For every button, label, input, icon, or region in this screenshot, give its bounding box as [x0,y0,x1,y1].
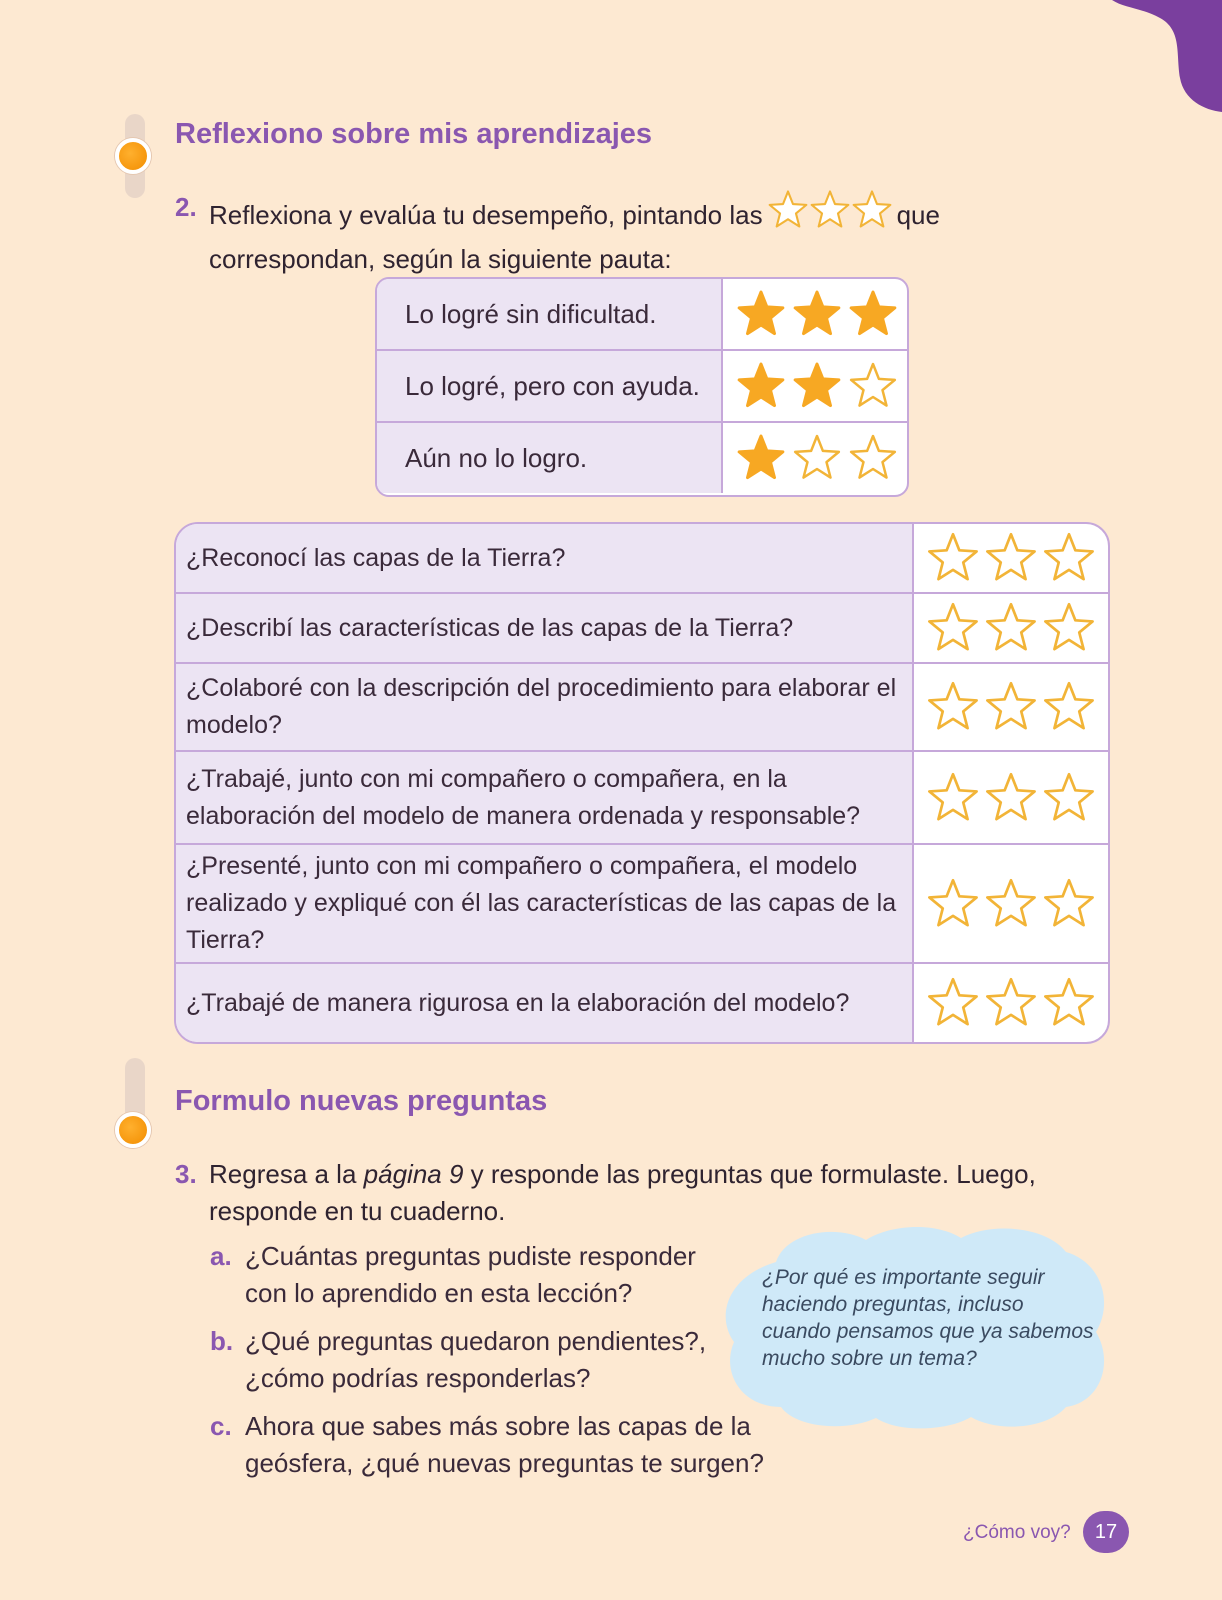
question-number-3: 3. [175,1159,197,1189]
rating-stars[interactable] [914,964,1108,1042]
star-icon [1042,601,1096,655]
bullet-marker-icon [115,1112,151,1148]
footer-label: ¿Cómo voy? [963,1522,1071,1543]
star-icon [984,877,1038,931]
list-item-letter: b. [210,1326,234,1356]
section-title-formulo: Formulo nuevas preguntas [175,1085,548,1117]
rating-legend-table [375,277,909,497]
rating-stars[interactable] [914,845,1108,962]
bullet-marker-icon [115,138,151,174]
star-icon [792,433,842,483]
list-item [210,1323,710,1397]
evaluation-question: ¿Reconocí las capas de la Tierra? [176,524,914,592]
legend-label: Aún no lo logro. [377,423,723,493]
rating-stars[interactable] [914,752,1108,843]
question-3-page-ref: página 9 [363,1159,464,1189]
table-row [176,964,1108,1042]
list-item [210,1408,770,1482]
self-evaluation-table [174,522,1110,1044]
question-number-2: 2. [175,192,197,222]
question-2-text-before: Reflexiona y evalúa tu desempeño, pintando las [209,200,763,230]
list-item-text: ¿Cuántas preguntas pudiste responder con lo aprendido en esta lección? [245,1241,696,1308]
legend-row [377,351,907,423]
star-icon [848,289,898,339]
table-row [176,594,1108,664]
star-icon [792,289,842,339]
table-row [176,845,1108,964]
star-icon [984,531,1038,585]
list-item-letter: a. [210,1241,232,1271]
star-icon [926,771,980,825]
question-3-text-line2: responde en tu cuaderno. [209,1196,506,1226]
star-icon [926,531,980,585]
star-icon [851,189,893,231]
question-2-text-after: que [896,200,940,230]
star-icon [1042,976,1096,1030]
star-icon [1042,771,1096,825]
star-icon [926,976,980,1030]
question-2-text [209,189,1009,278]
star-icon [736,433,786,483]
list-item-text: ¿Qué preguntas quedaron pendientes?, ¿cómo podrías responderlas? [245,1326,707,1393]
list-item [210,1238,710,1312]
star-icon [767,189,809,231]
cloud-text: ¿Por qué es importante seguir haciendo preguntas, incluso cuando pensamos que ya sabemos mucho sobre un tema? [762,1266,1094,1370]
evaluation-question: ¿Describí las características de las capas de la Tierra? [176,594,914,662]
list-item-text: Ahora que sabes más sobre las capas de la geósfera, ¿qué nuevas preguntas te surgen? [245,1411,764,1478]
rating-stars[interactable] [914,664,1108,750]
rating-stars[interactable] [914,524,1108,592]
star-icon [809,189,851,231]
legend-stars [727,279,907,349]
corner-decoration [1112,0,1222,112]
list-item-letter: c. [210,1411,232,1441]
legend-row [377,279,907,351]
question-2-text-line2: correspondan, según la siguiente pauta: [209,244,672,274]
star-icon [926,680,980,734]
star-icon [1042,877,1096,931]
table-row [176,664,1108,752]
star-icon [736,361,786,411]
star-icon [926,601,980,655]
star-icon [736,289,786,339]
legend-label: Lo logré sin dificultad. [377,279,723,349]
evaluation-question: ¿Trabajé, junto con mi compañero o compañera, en la elaboración del modelo de manera ordenada y responsable? [176,752,914,843]
question-3-text-before: Regresa a la [209,1159,364,1189]
star-icon [792,361,842,411]
rating-stars[interactable] [914,594,1108,662]
inline-stars-example [767,189,893,241]
evaluation-question: ¿Trabajé de manera rigurosa en la elaboración del modelo? [176,964,914,1042]
table-row [176,752,1108,845]
section-title-reflexiono: Reflexiono sobre mis aprendizajes [175,118,653,150]
star-icon [1042,531,1096,585]
star-icon [1042,680,1096,734]
star-icon [984,680,1038,734]
star-icon [848,361,898,411]
table-row [176,524,1108,594]
evaluation-question: ¿Presenté, junto con mi compañero o compañera, el modelo realizado y expliqué con él las características de las capas de la Tierra? [176,845,914,962]
star-icon [926,877,980,931]
star-icon [984,976,1038,1030]
legend-stars [727,351,907,421]
page-number: 17 [1083,1511,1129,1553]
legend-label: Lo logré, pero con ayuda. [377,351,723,421]
question-3-text [209,1156,1089,1230]
star-icon [848,433,898,483]
star-icon [984,771,1038,825]
legend-row [377,423,907,493]
question-3-text-after: y responde las preguntas que formulaste. Luego, [463,1159,1036,1189]
legend-stars [727,423,907,493]
star-icon [984,601,1038,655]
evaluation-question: ¿Colaboré con la descripción del procedimiento para elaborar el modelo? [176,664,914,750]
